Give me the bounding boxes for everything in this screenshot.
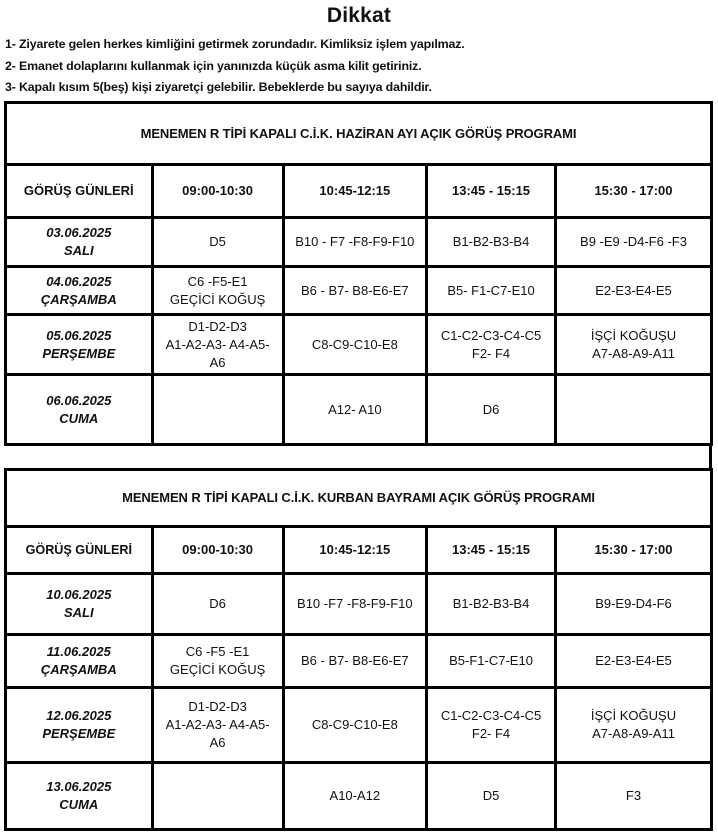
date-text: 06.06.2025 [46, 392, 112, 408]
ward-list: B9 -E9 -D4-F6 -F3 [580, 234, 687, 249]
ward-list: İŞÇİ KOĞUŞU [590, 708, 677, 723]
ward-list: A7-A8-A9-A11 [592, 345, 675, 361]
weekday-text: PERŞEMBE [42, 345, 116, 361]
day-cell [6, 688, 153, 763]
slot-cell [283, 574, 426, 635]
ward-list: A1-A2-A3- A4-A5- [165, 717, 270, 732]
ward-list: F2- F4 [471, 726, 511, 741]
ward-list: B1-B2-B3-B4 [452, 234, 530, 249]
date-text: 13.06.2025 [46, 779, 112, 794]
table-header-row [6, 527, 712, 574]
header-slot-4: 15:30 - 17:00 [555, 527, 711, 574]
ward-list: B5- F1-C7-E10 [447, 282, 535, 298]
header-slot-1: 09:00-10:30 [152, 165, 283, 218]
notice-item: 2- Emanet dolaplarını kullanmak için yanınızda küçük asma kilit getiriniz. [5, 59, 422, 73]
ward-list: D1-D2-D3 [188, 318, 247, 334]
slot-cell [427, 688, 556, 763]
day-cell [6, 218, 153, 267]
slot-cell [283, 635, 426, 688]
ward-list: GEÇİCİ KOĞUŞ [169, 662, 266, 677]
slot-cell [555, 763, 711, 830]
day-cell [6, 375, 153, 445]
table-title: MENEMEN R TİPİ KAPALI C.İ.K. KURBAN BAYRAMI AÇIK GÖRÜŞ PROGRAMI [6, 470, 712, 527]
ward-list: C8-C9-C10-E8 [311, 717, 398, 732]
day-cell [6, 574, 153, 635]
slot-cell [283, 763, 426, 830]
header-slot-4: 15:30 - 17:00 [555, 165, 711, 218]
slot-cell [427, 574, 556, 635]
slot-cell [427, 635, 556, 688]
table-row [6, 375, 712, 445]
header-slot-2: 10:45-12:15 [283, 527, 426, 574]
header-visit-days: GÖRÜŞ GÜNLERİ [6, 527, 153, 574]
header-slot-3: 13:45 - 15:15 [427, 527, 556, 574]
ward-list: B5-F1-C7-E10 [449, 653, 533, 668]
ward-list: E2-E3-E4-E5 [595, 653, 672, 668]
notice-heading: Dikkat [326, 4, 392, 27]
slot-cell [152, 315, 283, 375]
date-text: 10.06.2025 [46, 587, 112, 602]
ward-list: B10 - F7 -F8-F9-F10 [295, 234, 415, 249]
day-cell [6, 315, 153, 375]
ward-list: D5 [482, 788, 500, 803]
ward-list: B10 -F7 -F8-F9-F10 [297, 596, 413, 611]
ward-list: D6 [482, 401, 500, 417]
ward-list: A6 [209, 735, 226, 750]
slot-cell [152, 574, 283, 635]
table-row [6, 218, 712, 267]
ward-list: B6 - B7- B8-E6-E7 [301, 282, 409, 298]
slot-cell [427, 218, 556, 267]
ward-list: F2- F4 [471, 345, 511, 361]
weekday-text: ÇARŞAMBA [40, 291, 117, 307]
table-row [6, 688, 712, 763]
weekday-text: SALI [63, 605, 94, 620]
slot-cell [427, 763, 556, 830]
ward-list: A12- A10 [328, 401, 382, 417]
ward-list: A7-A8-A9-A11 [592, 726, 675, 741]
slot-cell [427, 315, 556, 375]
slot-cell [283, 218, 426, 267]
divider-line [709, 443, 712, 469]
slot-cell [555, 688, 711, 763]
ward-list: C8-C9-C10-E8 [311, 336, 398, 352]
june-visit-schedule-table [4, 101, 713, 446]
table-header-row [6, 165, 712, 218]
date-text: 04.06.2025 [46, 273, 112, 289]
weekday-text: PERŞEMBE [42, 726, 116, 741]
weekday-text: ÇARŞAMBA [40, 662, 117, 677]
slot-cell [152, 267, 283, 315]
ward-list: D1-D2-D3 [188, 699, 247, 714]
ward-list: İŞÇİ KOĞUŞU [590, 327, 677, 343]
slot-cell [555, 315, 711, 375]
slot-cell [555, 267, 711, 315]
weekday-text: CUMA [59, 410, 99, 426]
date-text: 05.06.2025 [46, 327, 112, 343]
ward-list: B1-B2-B3-B4 [452, 596, 530, 611]
table-row [6, 315, 712, 375]
slot-cell [152, 763, 283, 830]
slot-cell [152, 375, 283, 445]
bayram-visit-schedule-table [4, 468, 713, 831]
table-title: MENEMEN R TİPİ KAPALI C.İ.K. HAZİRAN AYI AÇIK GÖRÜŞ PROGRAMI [6, 103, 712, 165]
slot-cell [427, 267, 556, 315]
ward-list: E2-E3-E4-E5 [595, 282, 672, 298]
ward-list: A1-A2-A3- A4-A5- [165, 336, 270, 352]
header-slot-3: 13:45 - 15:15 [427, 165, 556, 218]
table-title-row [6, 103, 712, 165]
slot-cell [555, 635, 711, 688]
weekday-text: CUMA [59, 797, 99, 812]
ward-list: A6 [209, 354, 226, 370]
slot-cell [283, 688, 426, 763]
ward-list: B9-E9-D4-F6 [595, 596, 672, 611]
ward-list: C1-C2-C3-C4-C5 [440, 327, 542, 343]
ward-list: B6 - B7- B8-E6-E7 [301, 653, 409, 668]
date-text: 12.06.2025 [46, 708, 112, 723]
slot-cell [152, 218, 283, 267]
slot-cell [152, 635, 283, 688]
table-title-row [6, 470, 712, 527]
slot-cell [152, 688, 283, 763]
table-row [6, 574, 712, 635]
ward-list: F3 [625, 788, 642, 803]
notice-item: 3- Kapalı kısım 5(beş) kişi ziyaretçi gelebilir. Bebeklerde bu sayıya dahildir. [5, 80, 432, 94]
slot-cell [283, 375, 426, 445]
date-text: 11.06.2025 [46, 644, 111, 659]
date-text: 03.06.2025 [46, 225, 112, 240]
header-slot-1: 09:00-10:30 [152, 527, 283, 574]
header-visit-days: GÖRÜŞ GÜNLERİ [6, 165, 153, 218]
day-cell [6, 763, 153, 830]
notice-item: 1- Ziyarete gelen herkes kimliğini getirmek zorundadır. Kimliksiz işlem yapılmaz. [5, 37, 465, 51]
header-slot-2: 10:45-12:15 [283, 165, 426, 218]
slot-cell [427, 375, 556, 445]
table-row [6, 763, 712, 830]
slot-cell [283, 267, 426, 315]
slot-cell [283, 315, 426, 375]
ward-list: C1-C2-C3-C4-C5 [440, 708, 542, 723]
slot-cell [555, 218, 711, 267]
day-cell [6, 267, 153, 315]
ward-list: GEÇİCİ KOĞUŞ [169, 291, 266, 307]
ward-list: C6 -F5 -E1 [185, 644, 250, 659]
table-row [6, 635, 712, 688]
ward-list: D6 [209, 596, 226, 611]
slot-cell [555, 375, 711, 445]
slot-cell [555, 574, 711, 635]
weekday-text: SALI [63, 243, 94, 258]
table-row [6, 267, 712, 315]
day-cell [6, 635, 153, 688]
ward-list: A10-A12 [329, 788, 381, 803]
ward-list: C6 -F5-E1 [187, 273, 248, 289]
ward-list: D5 [209, 234, 226, 249]
